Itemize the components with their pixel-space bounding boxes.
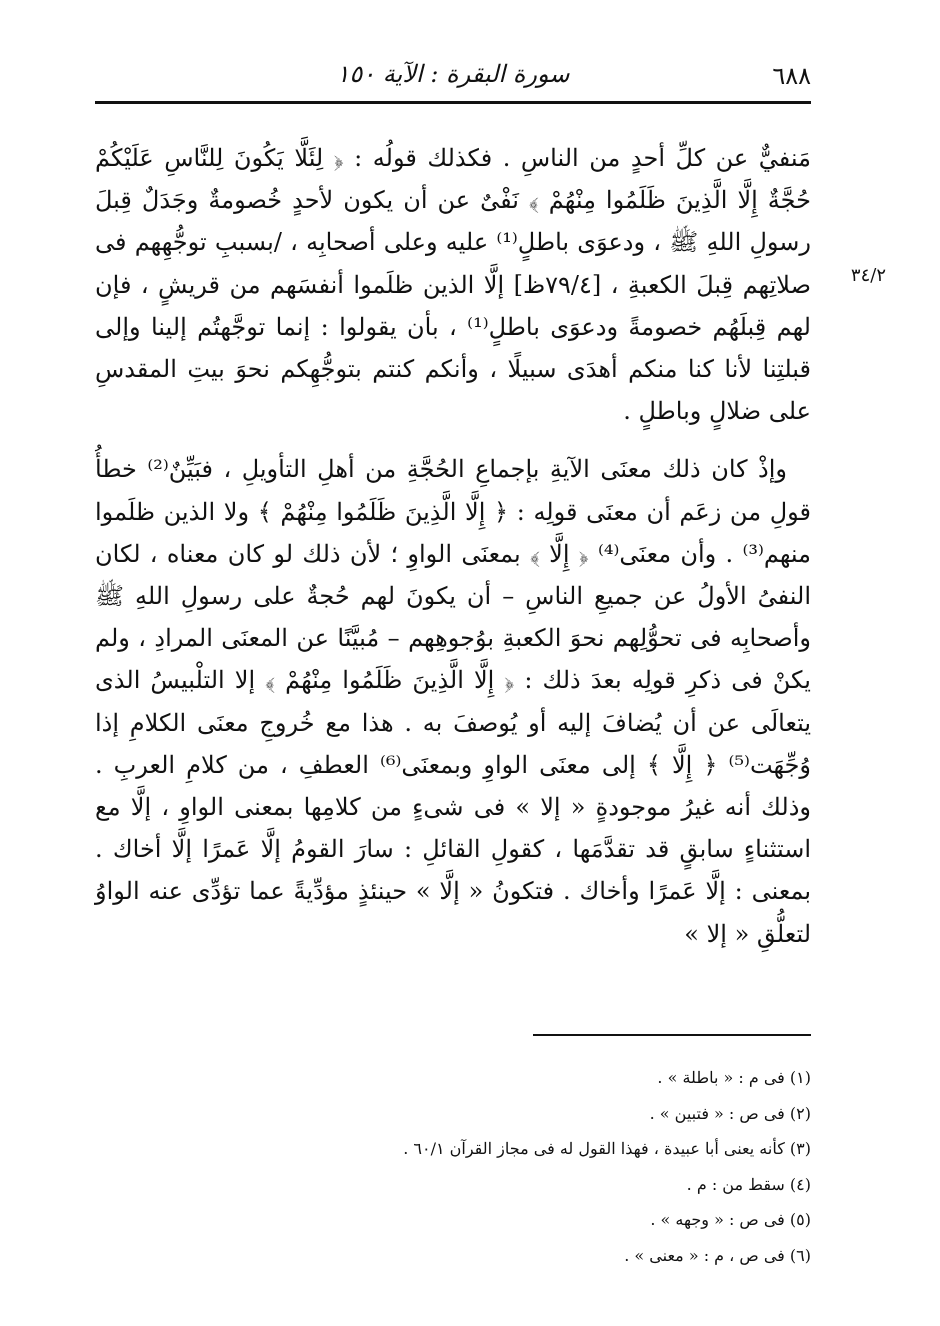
footnote-6: (٦) فى ص ، م : « معنى » .: [624, 1245, 811, 1265]
running-title: سورة البقرة : الآية ١٥٠: [336, 60, 570, 88]
main-text: [95, 137, 811, 955]
paragraph-2: وإذْ كان ذلك معنَى الآيةِ بإجماعِ الحُجَّةِ من أهلِ التأويلِ ، فبَيِّنٌ⁽²⁾ خطأُ قولِ من زعَم أن معنَى قولِه : ﴿ إِلَّا الَّذِينَ ظَلَمُوا مِنْهُمْ ﴾ ولا الذين ظلَموا منهم⁽³⁾ . وأن معنَى⁽⁴⁾ ﴿ إِلَّا ﴾ بمعنَى الواوِ ؛ لأن ذلك لو كان معناه ، لكان النفىُ الأولُ عن جميعِ الناسِ – أن يكونَ لهم حُجةٌ على رسولِ اللهِ ﷺ وأصحابِه فى تحوُّلِهم نحوَ الكعبةِ بوُجوهِهم – مُبيَّنًا عن المعنَى المرادِ ، ولم يكنْ فى ذكرِ قولِه بعدَ ذلك : ﴿ إِلَّا الَّذِينَ ظَلَمُوا مِنْهُمْ ﴾ إلا التلْبيسُ الذى يتعالَى عن أن يُضافَ إليه أو يُوصفَ به . هذا مع خُروجِ معنَى الكلامِ إذا وُجِّهَت⁽⁵⁾ ﴿ إِلَّا ﴾ إلى معنَى الواوِ وبمعنَى⁽⁶⁾ العطفِ ، من كلامِ العربِ . وذلك أنه غيرُ موجودةٍ « إلا » فى شىءٍ من كلامِها بمعنى الواوِ ، إلَّا مع استثناءٍ سابقٍ قد تقدَّمَها ، كقولِ القائلِ : سارَ القومُ إلَّا عَمرًا إلَّا أخاك . بمعنى : إلَّا عَمرًا وأخاك . فتكونُ « إلَّا » حينئذٍ مؤدِّيةً عما تؤدِّى عنه الواوُ لتعلُّقِ « إلا »: [95, 455, 812, 948]
footnote-4: (٤) سقط من : م .: [686, 1174, 811, 1194]
margin-reference: ٣٤/٢: [850, 265, 886, 286]
footnote-2: (٢) فى ص : « فتبين » .: [649, 1103, 811, 1123]
paragraph-1: مَنفيٌّ عن كلِّ أحدٍ من الناسِ . فكذلك قولُه : ﴿ لِئَلَّا يَكُونَ لِلنَّاسِ عَلَيْكُمْ حُجَّةٌ إِلَّا الَّذِينَ ظَلَمُوا مِنْهُمْ ﴾ نَفْىٌ عن أن يكون لأحدٍ خُصومةٌ وجَدَلٌ قِبلَ رسولِ اللهِ ﷺ ، ودعوَى باطلٍ⁽¹⁾ عليه وعلى أصحابِه ، /بسببِ توجُّهِهم فى صلاتِهم قِبلَ الكعبةِ ، [٧٩/٤ظ] إلَّا الذين ظلَموا أنفسَهم من قريشٍ ، فإن لهم قِبلَهُم خصومةً ودعوَى باطلٍ⁽¹⁾ ، بأن يقولوا : إنما توجَّهتُم إلينا وإلى قبلتِنا لأنا كنا منكم أهدَى سبيلًا ، وأنكم كنتم بتوجُّهِكم نحوَ بيتِ المقدسِ على ضلالٍ وباطلٍ .: [95, 144, 812, 426]
header-rule: [95, 101, 811, 104]
footnote-separator: [533, 1034, 811, 1036]
footnote-1: (١) فى م : « باطلة » .: [657, 1068, 811, 1087]
footnote-3: (٣) كأنه يعنى أبا عبيدة ، فهذا القول له فى مجاز القرآن ٦٠/١ .: [403, 1139, 811, 1158]
page-header: [95, 48, 811, 104]
footnotes: [300, 1060, 811, 1273]
page-number: ٦٨٨: [772, 62, 811, 90]
footnote-5: (٥) فى ص : « وجهه » .: [650, 1210, 811, 1229]
